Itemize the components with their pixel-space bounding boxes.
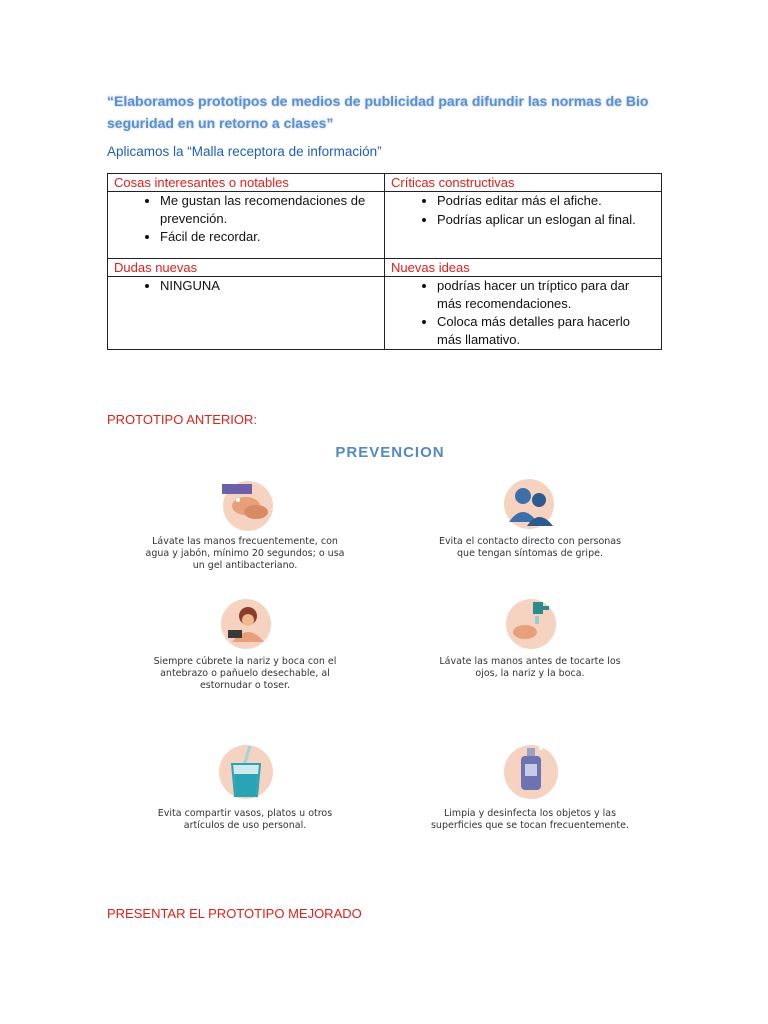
cell-interesantes bbox=[108, 192, 385, 259]
list-item: • Me gustan las recomendaciones de prevención. bbox=[160, 192, 378, 227]
document-title: “Elaboramos prototipos de medios de publicidad para difundir las normas de Bio seguridad en un retorno a clases” bbox=[107, 93, 649, 131]
poster-item-wash-before-face bbox=[430, 596, 630, 680]
poster-item-avoid-contact bbox=[430, 476, 630, 560]
glass-icon bbox=[210, 742, 280, 804]
poster-caption: Evita compartir vasos, platos u otros artículos de uso personal. bbox=[157, 808, 333, 831]
poster-item-no-sharing bbox=[145, 742, 345, 832]
poster-title: PREVENCION bbox=[335, 444, 445, 461]
hand-washing-icon bbox=[210, 476, 280, 532]
faucet-hands-icon bbox=[495, 596, 565, 652]
poster-item-disinfect bbox=[430, 742, 630, 832]
header-criticas: Críticas constructivas bbox=[385, 174, 662, 192]
cell-criticas bbox=[385, 192, 662, 259]
prototipo-anterior-label: PROTOTIPO ANTERIOR: bbox=[107, 412, 258, 427]
list-item: • Podrías editar más el afiche. bbox=[437, 192, 655, 210]
header-interesantes: Cosas interesantes o notables bbox=[108, 174, 385, 192]
poster-item-cover-sneeze bbox=[145, 596, 345, 692]
people-icon bbox=[495, 476, 565, 532]
presentar-prototipo-label: PRESENTAR EL PROTOTIPO MEJORADO bbox=[107, 906, 362, 921]
malla-receptora-table bbox=[107, 173, 662, 350]
cell-dudas bbox=[108, 277, 385, 350]
document-subtitle: Aplicamos la “Malla receptora de información” bbox=[107, 144, 382, 159]
poster-caption: Siempre cúbrete la nariz y boca con el antebrazo o pañuelo desechable, al estornudar o toser. bbox=[153, 656, 337, 691]
poster-caption: Lávate las manos antes de tocarte los ojos, la nariz y la boca. bbox=[439, 656, 621, 679]
poster-caption: Lávate las manos frecuentemente, con agua y jabón, mínimo 20 segundos; o usa un gel antibacteriano. bbox=[145, 536, 345, 571]
sneeze-icon bbox=[210, 596, 280, 652]
list-item: • podrías hacer un tríptico para dar más recomendaciones. bbox=[437, 277, 655, 312]
spray-bottle-icon bbox=[495, 742, 565, 804]
list-item: • Podrías aplicar un eslogan al final. bbox=[437, 211, 655, 229]
list-item: • Fácil de recordar. bbox=[160, 228, 378, 246]
list-item: • NINGUNA bbox=[160, 277, 378, 295]
cell-ideas bbox=[385, 277, 662, 350]
poster-caption: Evita el contacto directo con personas que tengan síntomas de gripe. bbox=[438, 536, 622, 559]
poster-caption: Limpia y desinfecta los objetos y las superficies que se tocan frecuentemente. bbox=[430, 808, 630, 831]
header-dudas: Dudas nuevas bbox=[108, 259, 385, 277]
list-item: • Coloca más detalles para hacerlo más llamativo. bbox=[437, 313, 655, 348]
header-ideas: Nuevas ideas bbox=[385, 259, 662, 277]
prevention-poster bbox=[140, 438, 640, 868]
poster-item-hand-washing bbox=[145, 476, 345, 572]
